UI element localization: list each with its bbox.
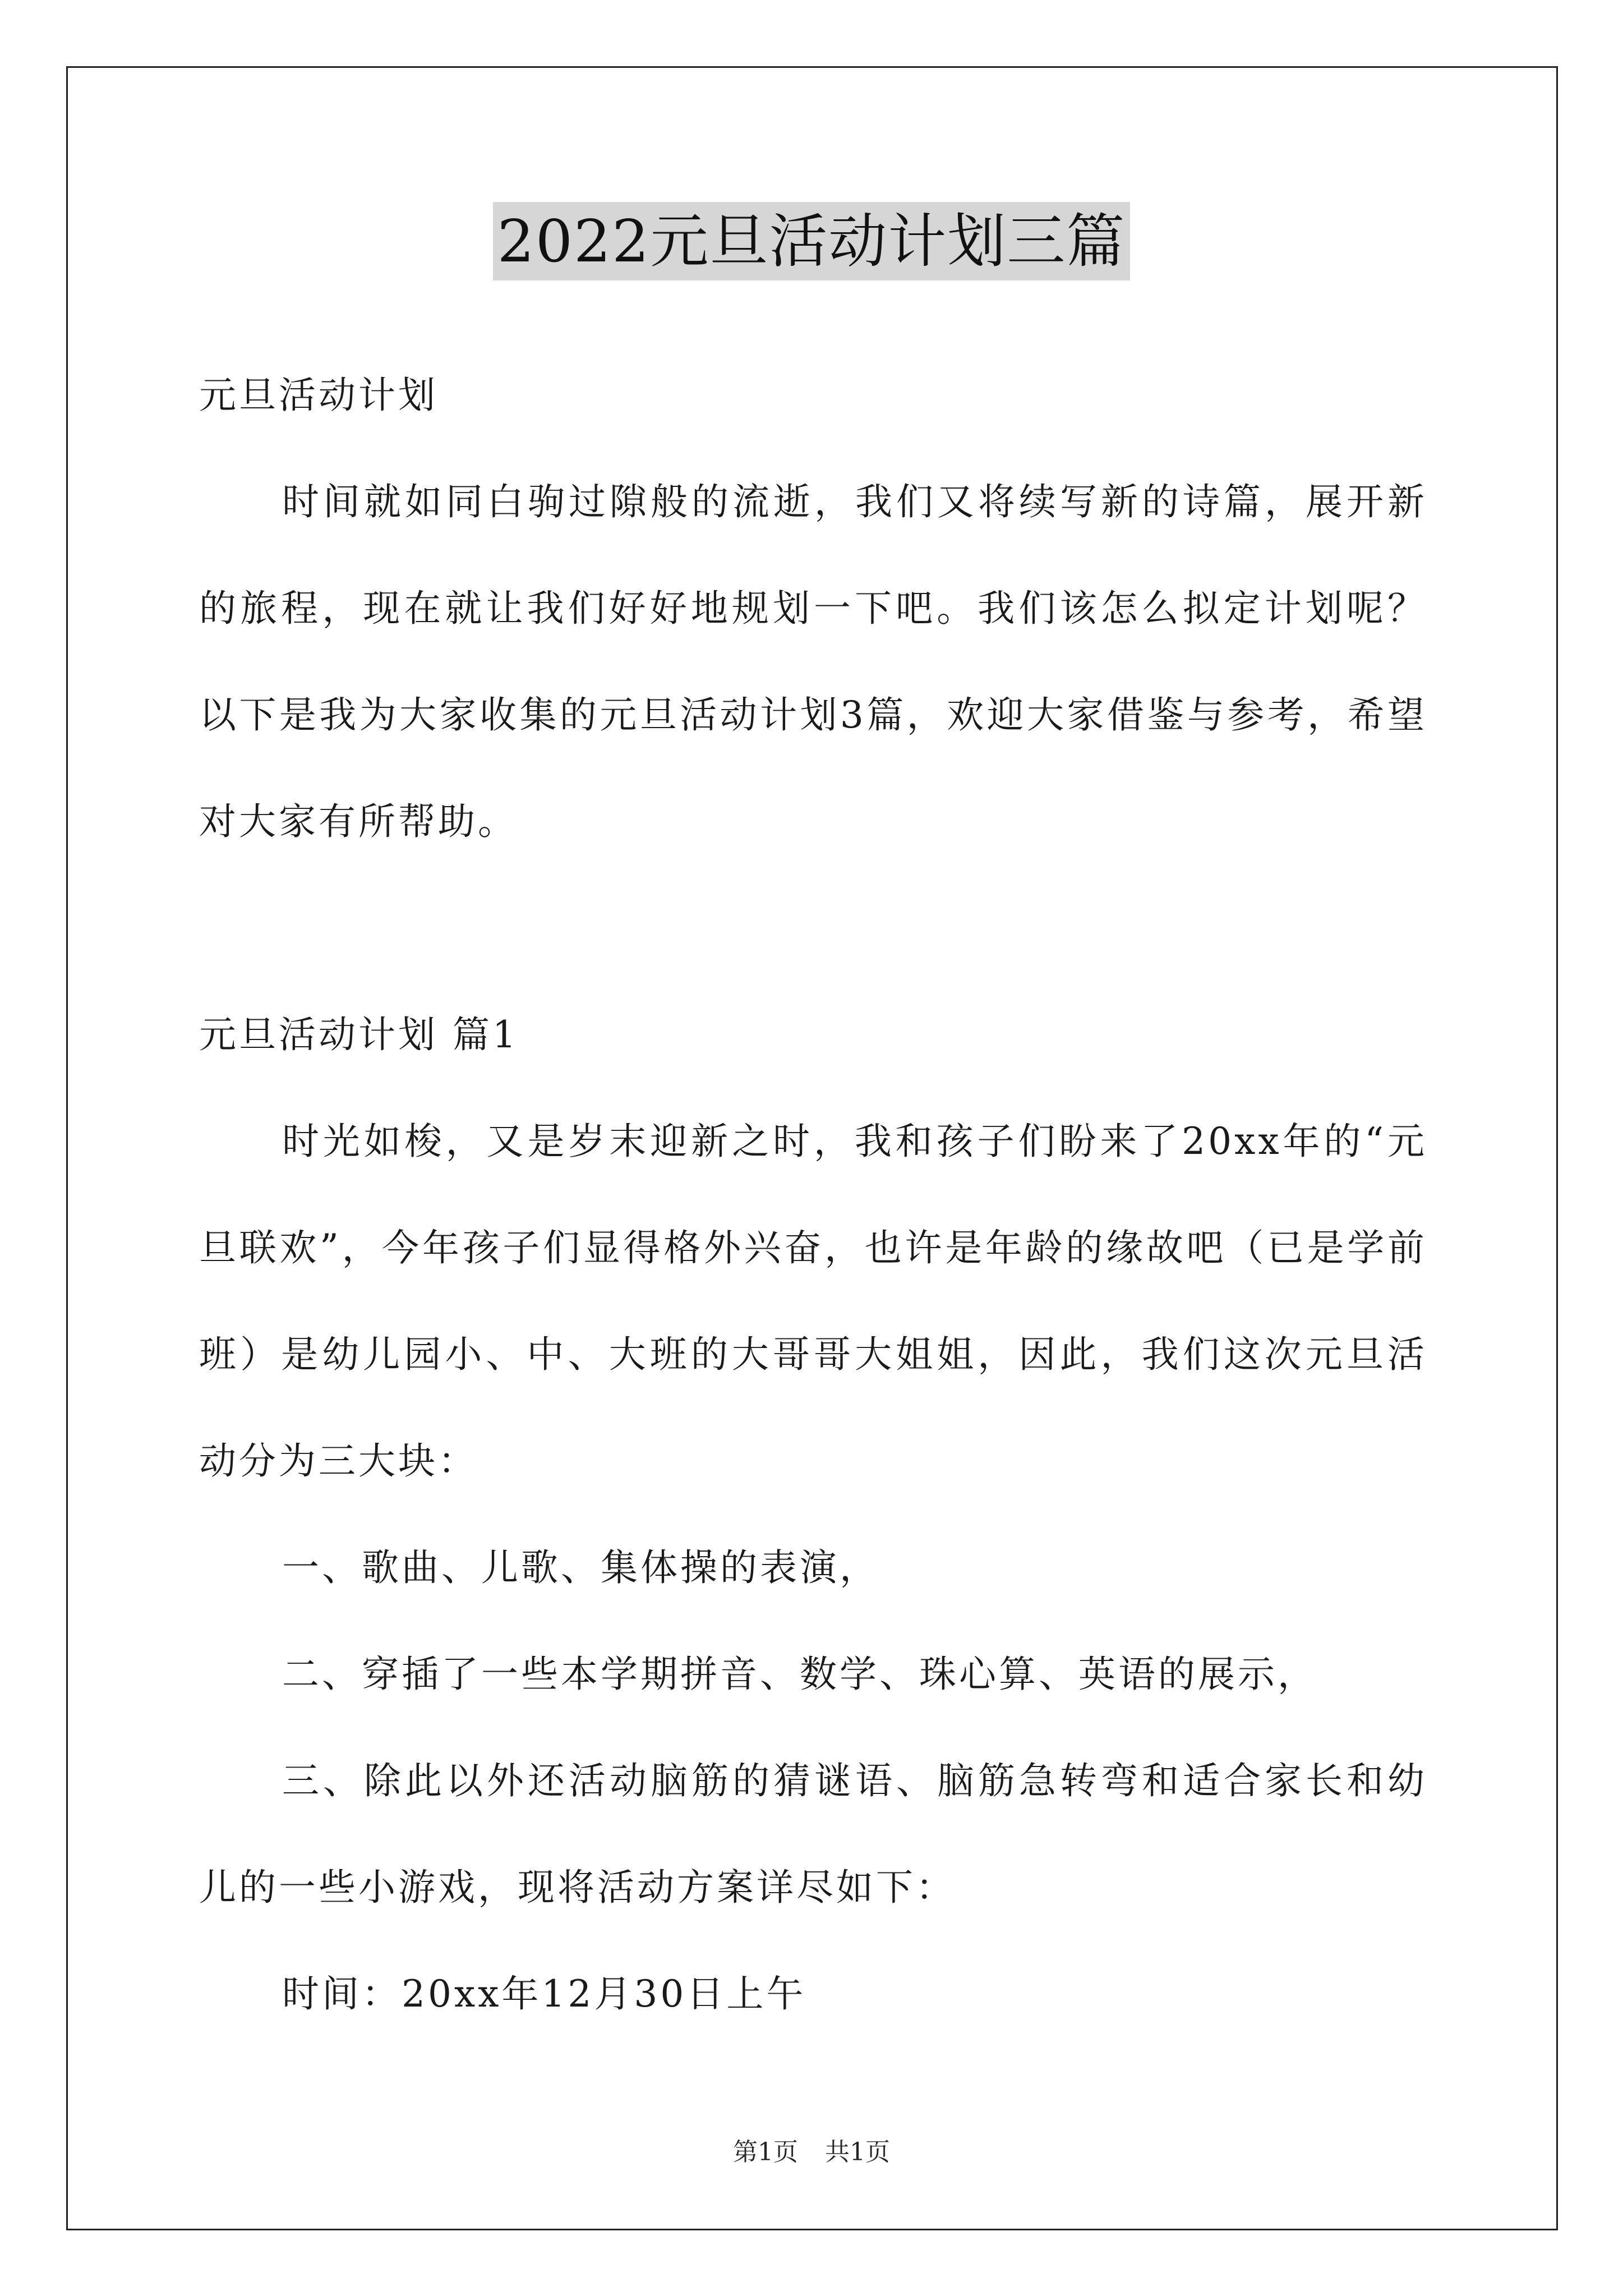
document-body xyxy=(199,342,1427,2047)
page-number: 第1页 xyxy=(733,2138,798,2166)
page-footer xyxy=(0,2132,1623,2168)
document-title: 2022元旦活动计划三篇 xyxy=(493,202,1131,280)
time-line: 时间：20xx年12月30日上午 xyxy=(282,1972,806,2016)
list-item-2: 二、穿插了一些本学期拼音、数学、珠心算、英语的展示， xyxy=(282,1653,1317,1696)
title-container xyxy=(0,202,1623,280)
paragraph-spacer xyxy=(199,875,1427,982)
section-heading: 元旦活动计划 xyxy=(199,374,438,417)
section-heading-1: 元旦活动计划 篇1 xyxy=(199,1013,519,1056)
body-paragraph: 时光如梭，又是岁末迎新之时，我和孩子们盼来了20xx年的“元旦联欢”，今年孩子们显得格外兴奋，也许是年龄的缘故吧（已是学前班）是幼儿园小、中、大班的大哥哥大姐姐，因此，我们这次元旦活动分为三大块： xyxy=(199,1120,1427,1483)
list-item-3: 三、除此以外还活动脑筋的猜谜语、脑筋急转弯和适合家长和幼儿的一些小游戏，现将活动方案详尽如下： xyxy=(199,1759,1427,1909)
list-item-1: 一、歌曲、儿歌、集体操的表演， xyxy=(282,1546,879,1589)
page-total: 共1页 xyxy=(825,2138,890,2166)
intro-paragraph: 时间就如同白驹过隙般的流逝，我们又将续写新的诗篇，展开新的旅程，现在就让我们好好地规划一下吧。我们该怎么拟定计划呢？以下是我为大家收集的元旦活动计划3篇，欢迎大家借鉴与参考，希望对大家有所帮助。 xyxy=(199,480,1427,843)
